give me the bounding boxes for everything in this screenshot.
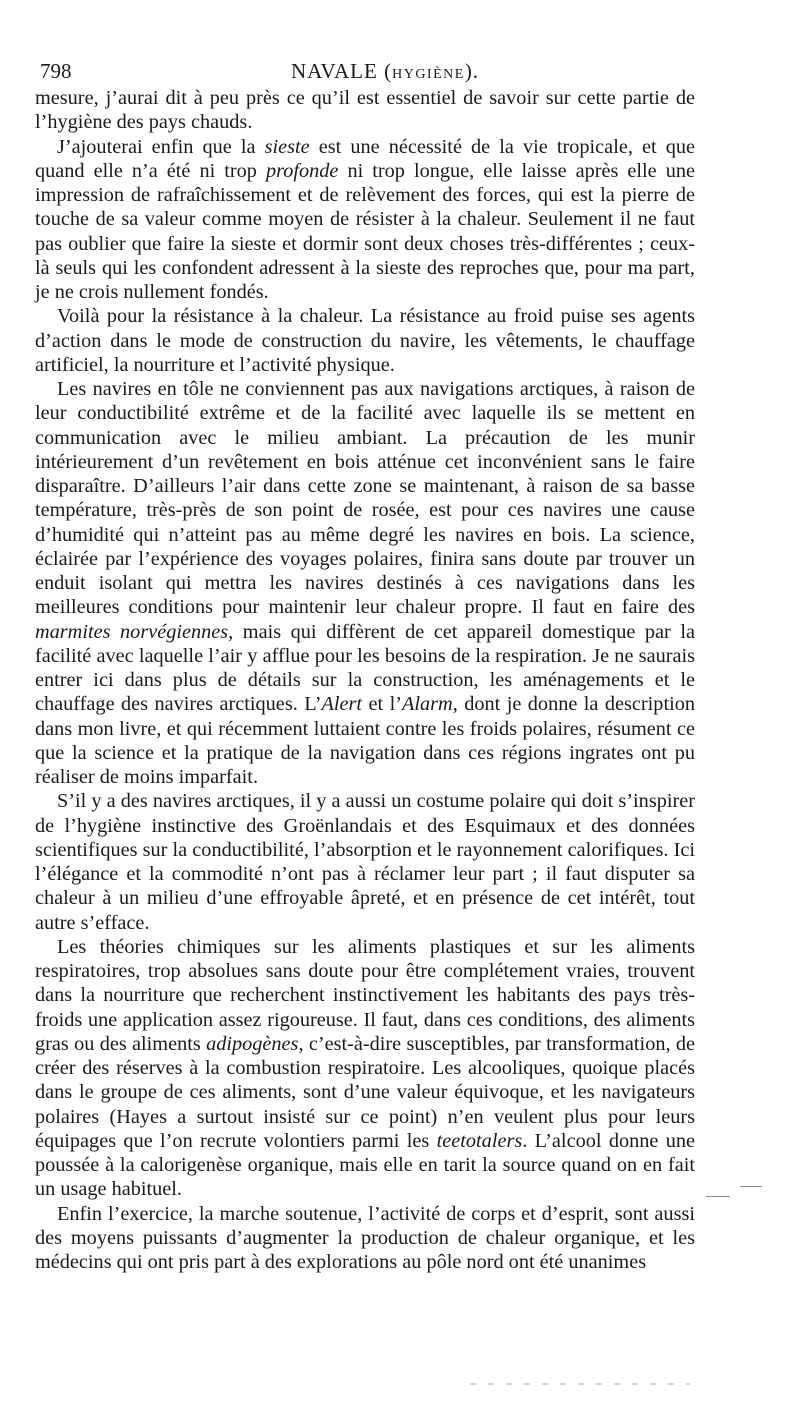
italic-text: marmites norvégiennes (35, 620, 229, 643)
text-run: Les navires en tôle ne conviennent pas aux navigations arctiques, à raison de leur conductibilité extrême et de la facilité avec laquelle ils se mettent en communication avec le milieu ambiant. La précaution de les munir intérieurement d’un revêtement en bois atténue cet inconvénient sans le faire disparaître. D’ailleurs l’air dans cette zone se maintenant, à raison de sa basse température, très-près de son point de rosée, est pour ces navires une cause d’humidité qui n’atteint pas au même degré les navires en bois. La science, éclairée par l’expérience des voyages polaires, finira sans doute par trouver un enduit isolant qui mettra les navires destinés à ces navigations dans les meilleures conditions pour maintenir leur chaleur propre. Il faut en faire des (35, 378, 695, 619)
running-head (35, 56, 695, 86)
text-run: et l’ (362, 693, 402, 716)
text-run: , c’est-à-dire susceptibles, par transformation, de créer des réserves à la combustion respiratoire. Les alcooliques, quoique placés dans le groupe de ces aliments, sont d’une valeur équivoque, et les navigateurs polaires (Hayes a surtout insisté sur ce point) n’en veulent plus pour leurs équipages que l’on recrute volontiers parmi les (35, 1032, 695, 1152)
book-page (35, 56, 695, 1274)
text-run: . L’alcool donne une poussée à la calorigenèse organique, mais elle en tarit la source quand on en fait un usage habituel. (35, 1129, 696, 1201)
text-run: Voilà pour la résistance à la chaleur. La résistance au froid puise ses agents d’action dans le mode de construction du navire, les vêtements, le chauffage artificiel, la nourriture et l’activité physique. (35, 305, 695, 376)
text-run: , dont je donne la description dans mon livre, et qui récemment luttaient contre les froids polaires, résument ce que la science et la pratique de la navigation dans ces régions ingrates ont pu réaliser de moins imparfait. (35, 693, 695, 788)
text-run: Les théories chimiques sur les aliments plastiques et sur les aliments respiratoires, trop absolues sans doute pour être complétement vraies, trouvent dans la nourriture que recherchent instinctivement les habitants des pays très-froids une application assez rigoureuse. Il faut, dans ces conditions, des aliments gras ou des aliments (35, 935, 695, 1055)
text-run: mesure, j’aurai dit à peu près ce qu’il est essentiel de savoir sur cette partie de l’hygiène des pays chauds. (35, 87, 695, 134)
text-run: ni trop longue, elle laisse après elle une impression de rafraîchissement et de relèvement des forces, qui est la pierre de touche de sa valeur comme moyen de résister à la chaleur. Seulement il ne faut pas oublier que faire la sieste et dormir sont deux choses très-différentes ; ceux-là seuls qui les confondent adressent à la sieste des reproches que, pour ma part, je ne crois nullement fondés. (35, 159, 695, 303)
margin-mark (740, 1186, 762, 1187)
running-title-paren-open: ( (377, 59, 393, 83)
paragraph (35, 377, 695, 789)
margin-mark (706, 1196, 730, 1197)
italic-text: profonde (265, 159, 339, 182)
running-title-main: NAVALE (290, 59, 378, 83)
italic-text: adipogènes (206, 1032, 299, 1055)
running-title-section: HYGIÈNE (392, 67, 465, 82)
running-title (35, 56, 695, 90)
paragraph (35, 789, 695, 935)
body-text (35, 86, 695, 1274)
text-run: est une nécessité de la vie tropicale, et que quand elle n’a été ni trop (35, 135, 696, 182)
italic-text: Alarm (401, 693, 453, 716)
text-run: Enfin l’exercice, la marche soutenue, l’activité de corps et d’esprit, sont aussi des moyens puissants d’augmenter la production de chaleur organique, et les médecins qui ont pris part à des explorations au pôle nord ont été unanimes (35, 1202, 695, 1273)
paragraph (35, 935, 695, 1202)
text-run: J’ajouterai enfin que la (57, 135, 265, 158)
page-number: 798 (40, 59, 72, 83)
italic-text: teetotalers (436, 1129, 523, 1152)
paragraph (35, 135, 695, 305)
paragraph (35, 304, 695, 377)
text-run: , mais qui diffèrent de cet appareil domestique par la facilité avec laquelle l’air y afflue pour les besoins de la respiration. Je ne saurais entrer ici dans plus de détails sur la construction, les aménagements et le chauffage des navires arctiques. L’ (35, 620, 695, 716)
scan-specks (470, 1383, 690, 1385)
running-title-paren-close: ). (464, 59, 480, 83)
text-run: S’il y a des navires arctiques, il y a aussi un costume polaire qui doit s’inspirer de l’hygiène instinctive des Groënlandais et des Esquimaux et des données scientifiques sur la conductibilité, l’absorption et le rayonnement calorifiques. Ici l’élégance et la commodité n’ont pas à réclamer leur part ; il faut disputer sa chaleur à un milieu d’une effroyable âpreté, et en présence de cet intérêt, tout autre s’efface. (35, 790, 695, 934)
italic-text: Alert (321, 693, 363, 716)
italic-text: sieste (264, 135, 310, 158)
paragraph (35, 86, 695, 135)
paragraph (35, 1202, 695, 1275)
